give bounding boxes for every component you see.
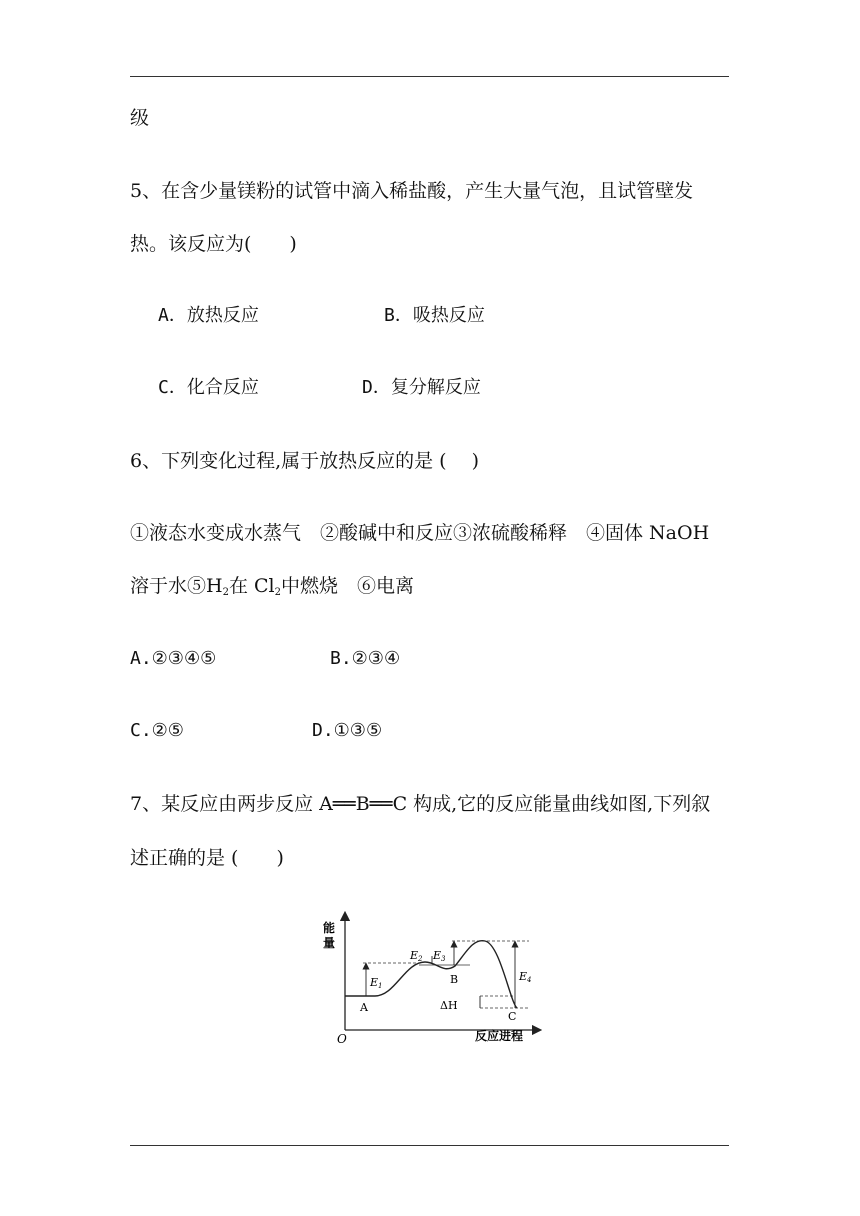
label-e3: E3 bbox=[433, 949, 446, 963]
energy-curve bbox=[345, 941, 517, 1008]
q5-line-1: 5、在含少量镁粉的试管中滴入稀盐酸，产生大量气泡，且试管壁发 bbox=[130, 180, 694, 202]
q5-option-a: A．放热反应 bbox=[158, 305, 259, 326]
q4-tail: 级 bbox=[130, 107, 150, 129]
q6-line-3-part-a: 溶于水⑤H bbox=[130, 575, 223, 597]
q5-option-d: D．复分解反应 bbox=[362, 377, 481, 398]
q5-option-b: B．吸热反应 bbox=[384, 305, 485, 326]
label-a: A bbox=[360, 1001, 368, 1014]
footer-rule bbox=[130, 1145, 729, 1146]
label-c: C bbox=[508, 1010, 517, 1023]
q6-line-1: 6、下列变化过程,属于放热反应的是 ( ) bbox=[130, 450, 480, 472]
energy-diagram bbox=[315, 910, 545, 1050]
header-rule bbox=[130, 76, 729, 77]
label-e2: E2 bbox=[410, 949, 423, 963]
q6-option-d: D.①③⑤ bbox=[312, 720, 383, 741]
q6-line-2: ①液态水变成水蒸气 ②酸碱中和反应③浓硫酸稀释 ④固体 NaOH bbox=[130, 522, 710, 544]
q7-line-2: 述正确的是 ( ) bbox=[130, 847, 284, 869]
q6-line-3-sub-2: 2 bbox=[274, 587, 281, 598]
label-e4: E4 bbox=[519, 970, 532, 984]
q6-option-c: C.②⑤ bbox=[130, 720, 184, 741]
q5-line-2: 热。该反应为( ) bbox=[130, 233, 297, 255]
origin-label: O bbox=[337, 1032, 347, 1046]
q6-option-a: A.②③④⑤ bbox=[130, 648, 217, 669]
q7-line-1: 7、某反应由两步反应 A══B══C 构成,它的反应能量曲线如图,下列叙 bbox=[130, 793, 711, 815]
label-delta-h: ΔH bbox=[440, 999, 458, 1012]
y-axis-label-2: 量 bbox=[323, 936, 336, 950]
q6-line-3-part-c: 中燃烧 ⑥电离 bbox=[280, 575, 414, 597]
q5-option-c: C．化合反应 bbox=[158, 377, 259, 398]
q6-option-b: B.②③④ bbox=[330, 648, 401, 669]
y-axis-label-1: 能 bbox=[323, 921, 336, 935]
label-b: B bbox=[450, 973, 459, 986]
q6-line-3-sub-1: 2 bbox=[222, 587, 229, 598]
label-e1: E1 bbox=[370, 976, 383, 990]
q6-line-3 bbox=[130, 574, 414, 605]
x-axis-label: 反应进程 bbox=[475, 1029, 524, 1043]
q6-line-3-part-b: 在 Cl bbox=[228, 575, 275, 597]
